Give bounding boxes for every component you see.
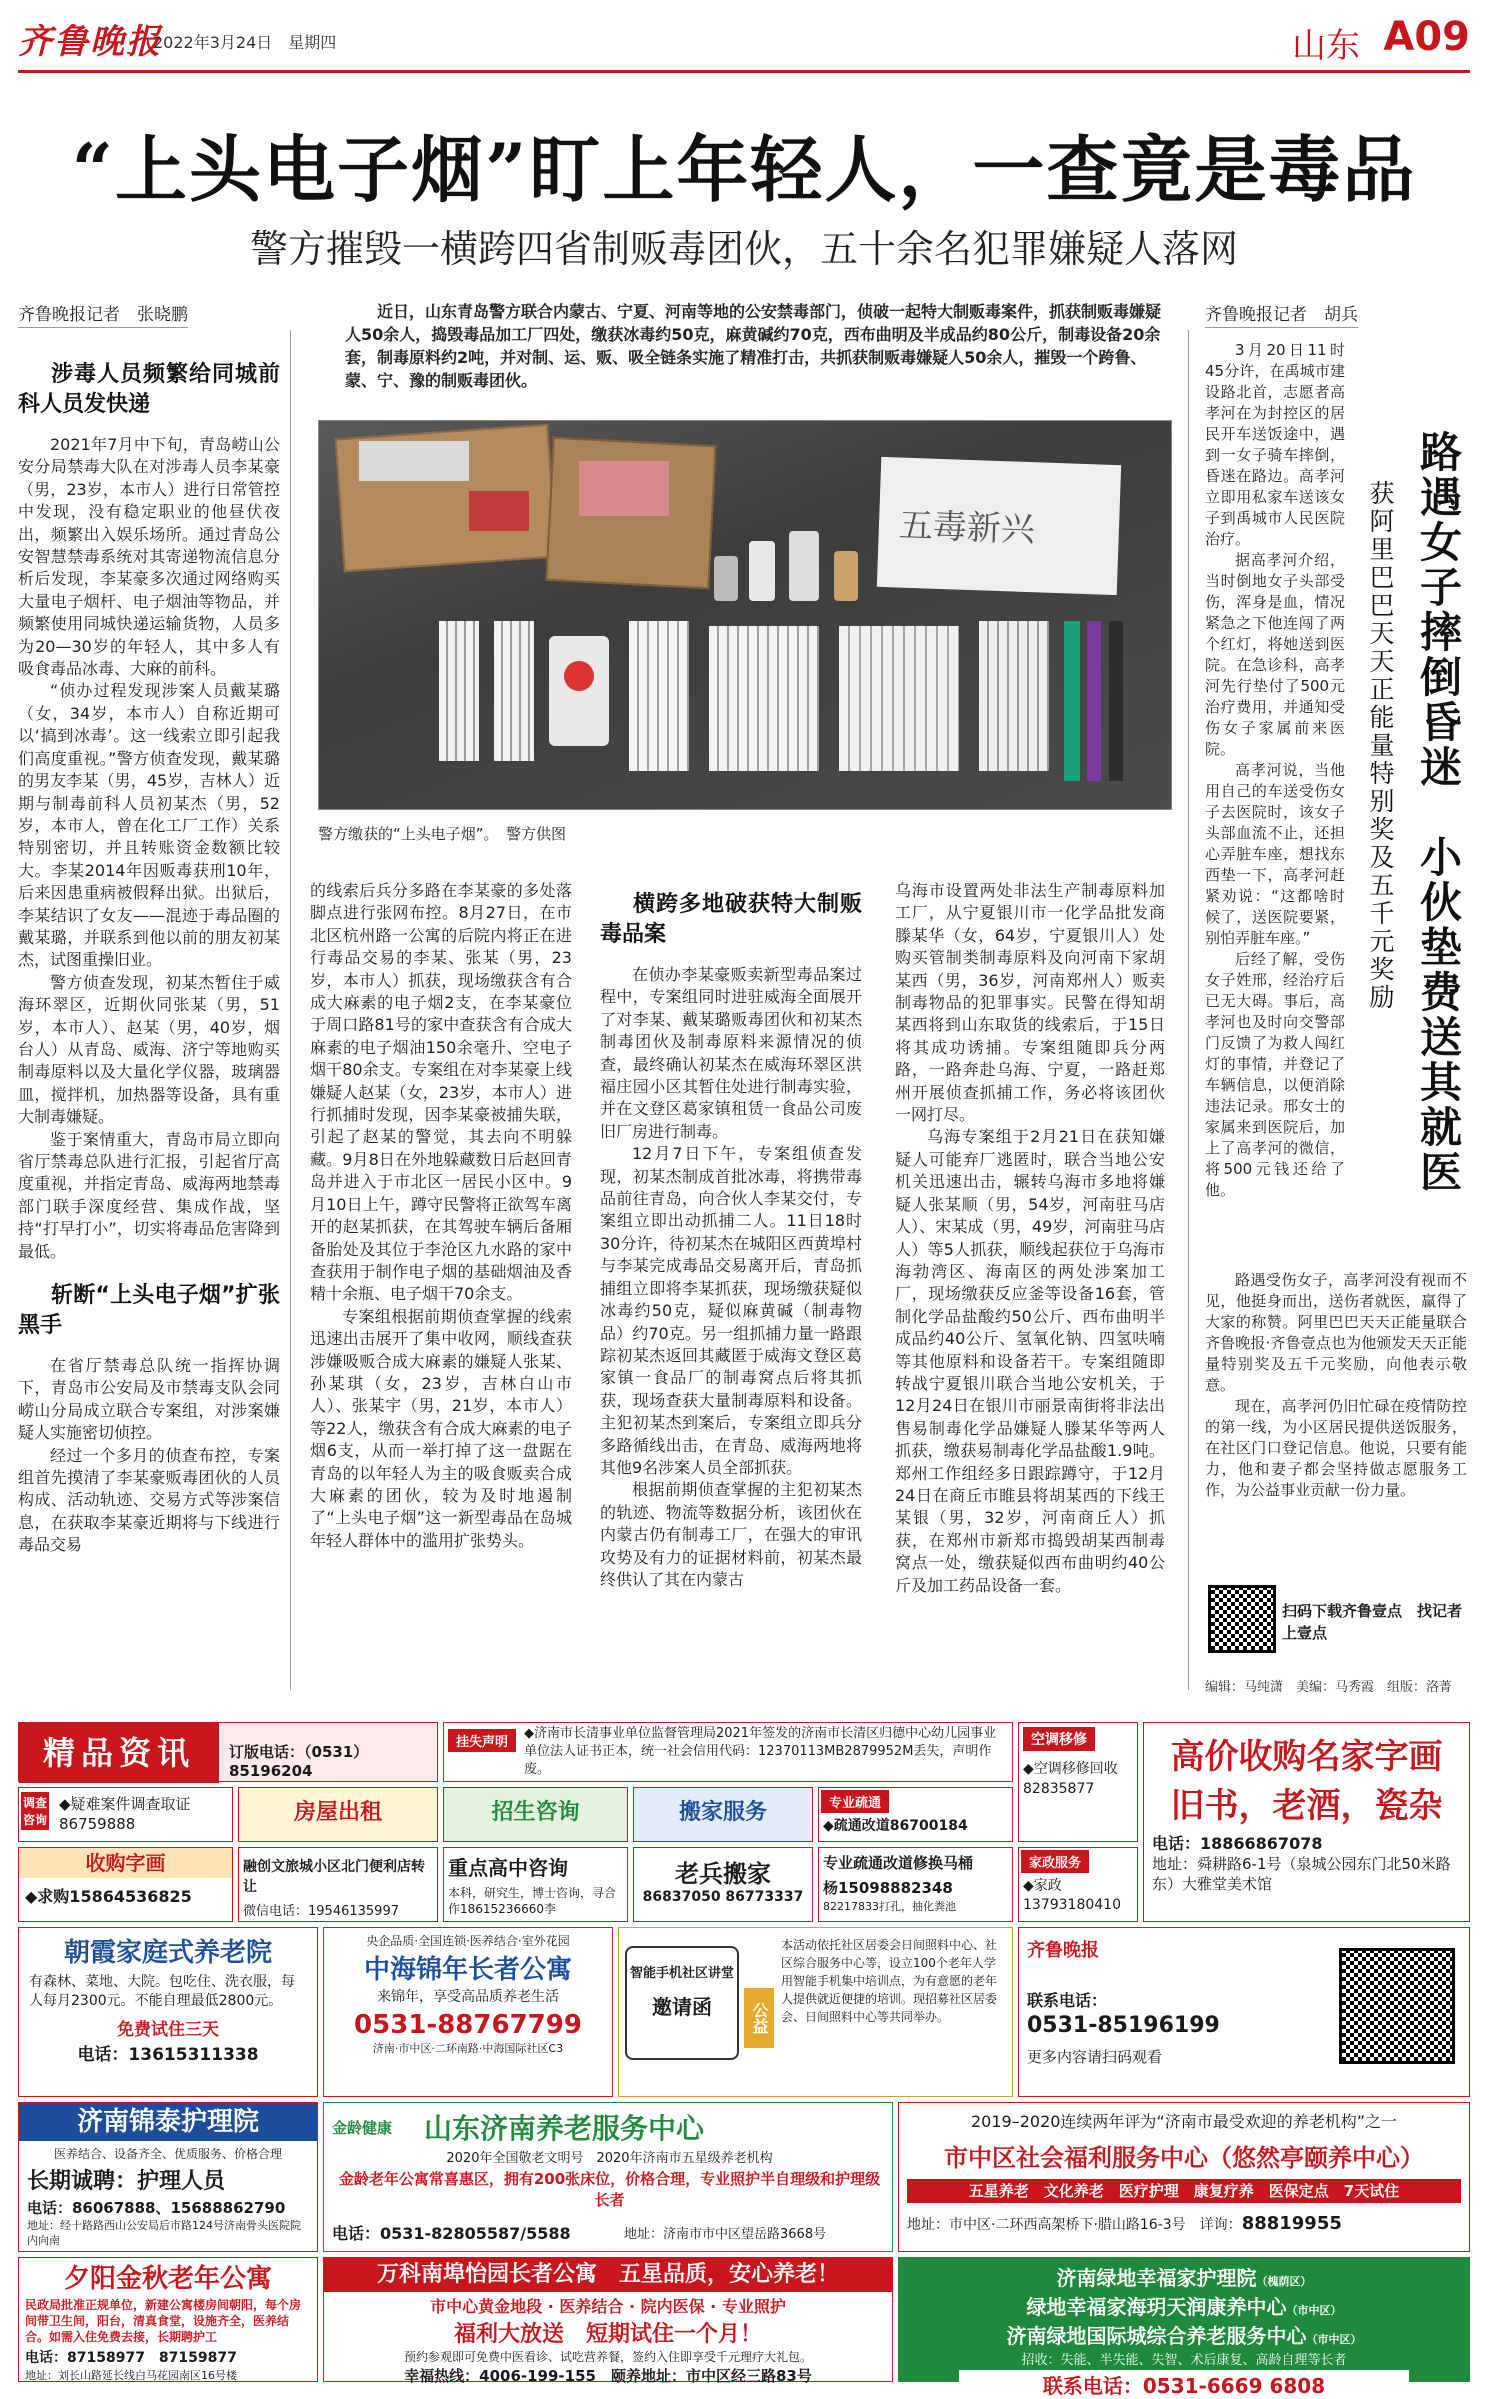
ad-fuli-top: 2019–2020连续两年评为“济南市最受欢迎的养老机构”之一: [970, 2112, 1398, 2131]
ad-lvdi-1-name: 济南绿地幸福家护理院: [1056, 2266, 1257, 2290]
box-label: [579, 461, 669, 516]
ad-fuli-address-text: 地址：市中区·二环西高架桥下·腊山路16-3号 详询：: [907, 2217, 1242, 2233]
paper-note-text: 五毒新兴: [898, 505, 1036, 551]
ad-xiyang-address: 地址：刘长山路延长线白马花园南区16号楼: [25, 2369, 237, 2382]
ad-jinling-award: 2020年全国敬老文明号 2020年济南市五星级养老机构: [446, 2151, 773, 2166]
paragraph: 专案组根据前期侦查掌握的线索迅速出击展开了集中收网，顺线查获涉嫌吸贩合成大麻素的嫌疑人张某、孙某琪（女，23岁，吉林白山市人）、张某宇（男，21岁，本市人）等22人，缴获含有合成大麻素的电子烟6支，从而一举打掉了这一盘踞在青岛的以年轻人为主的吸食贩卖合成大麻素的团伙，较为及时地遏制了“上头电子烟”这一新型毒品在岛城年轻人群体中的滥用扩张势头。: [310, 1306, 572, 1550]
bottle: [789, 531, 819, 601]
ad-wanke-note: 预约参观即可免费中医看诊、试吃营养餐，签约入住即享受千元理疗大礼包。: [403, 2350, 812, 2364]
section-title-1: 涉毒人员频繁给同城前科人员发快递: [18, 362, 280, 417]
ad-jinling: [323, 2102, 893, 2252]
paragraph: 经过一个多月的侦查布控，专案组首先摸清了李某豪贩毒团伙的人员构成、活动轨迹、交易方式等涉案信息，在获取李某豪近期将与下线进行毒品交易: [18, 1445, 280, 1555]
red-box: [469, 491, 529, 531]
ad-shougou-subtitle: 旧书，老酒，瓷杂: [1170, 1786, 1443, 1826]
ad-jintai-title: 济南锦泰护理院: [19, 2103, 317, 2141]
ad-jintai-address: 地址：经十路路西山公安局后市路124号济南骨头医院院内向南: [27, 2219, 301, 2247]
ad-gaozhong-title: 重点高中咨询: [448, 1856, 568, 1880]
ad-qilu-tel-label: 联系电话：: [1027, 1991, 1108, 2010]
ad-lvdi-recruit: 招收：失能、半失能、失智、术后康复、高龄自理等长者: [1021, 2353, 1347, 2368]
ad-lvdi-1-tag: （槐荫区）: [1256, 2275, 1312, 2288]
ad-notice: [443, 1722, 1013, 1782]
ad-lvdi: [898, 2257, 1470, 2398]
column-rule: [290, 330, 291, 1690]
ad-jintai-sub: 医养结合、设备齐全、优质服务、价格合理: [53, 2147, 282, 2161]
ad-rongchuang-tel: 微信电话：19546135997: [243, 1904, 399, 1919]
side-story-subtitle: 获阿里巴巴天天正能量特别奖及五千元奖励: [1366, 480, 1395, 1012]
ad-diaocha-tag: 调查咨询: [21, 1792, 49, 1830]
red-cap: [564, 661, 594, 691]
section-name: 山东: [1292, 26, 1360, 66]
ad-zhineng-invite: 邀请函: [652, 1995, 712, 2019]
ad-fuli-address: [899, 2209, 1469, 2238]
ad-qilu-more: 更多内容请扫码观看: [1027, 2048, 1163, 2066]
ad-zhonghai: [323, 1927, 613, 2097]
ad-zhineng-title: 智能手机社区讲堂: [629, 1966, 734, 1981]
ad-lvdi-3-tag: （市中区）: [1306, 2333, 1362, 2346]
ad-gaozhong: [443, 1847, 628, 1922]
ad-wanke-tel: 幸福热线：4006-199-155 颐养地址：市中区经三路83号: [404, 2367, 812, 2385]
ad-diaocha-text: ◆疑难案件调查取证86759888: [59, 1795, 191, 1833]
ad-shutong2-tel: 杨15098882348: [823, 1879, 953, 1897]
paragraph: 后经了解，受伤女子姓邢，经治疗后已无大碍。事后，高孝河也及时向交警部门反馈了为救人闯红灯的事情，并登记了车辆信息，以便消除违法记录。邢女士的家属来到医院后，加上了高孝河的微信，将500元钱还给了他。: [1205, 950, 1345, 1199]
ad-jiazheng-text: ◆家政 13793180410: [1023, 1878, 1121, 1913]
ad-zhaosheng: [443, 1787, 628, 1842]
ad-shougou-address: 地址：舜耕路6-1号（泉城公园东门北50米路东）大雅堂美术馆: [1152, 1855, 1451, 1893]
ad-fangwu-title: 房屋出租: [293, 1800, 382, 1825]
paragraph: 高孝河说，当他用自己的车送受伤女子去医院时，该女子头部血流不止，还担心弄脏车座，想找东西垫一下，高孝河赶紧劝说：“这都啥时候了，送医院要紧，别怕弄脏车座。”: [1205, 761, 1345, 947]
ad-fangwu: [238, 1787, 438, 1842]
ad-zhuanye: [818, 1787, 1013, 1842]
ad-zhuanye-tag: 专业疏通: [821, 1790, 889, 1813]
ad-jintai-hire: 长期诚聘：护理人员: [27, 2169, 226, 2194]
ad-laobing: [633, 1847, 813, 1922]
ad-fuli: [898, 2102, 1470, 2252]
ad-jingpin-header: [18, 1722, 438, 1782]
ad-zhineng-text: 本活动依托社区居委会日间照料中心、社区综合服务中心等，设立100个老年人学用智能手机集中培训点，为有意愿的老年人提供就近便捷的培训。现招募社区居委会、日间照料中心等共同举办。: [781, 1938, 998, 2024]
paragraph: 2021年7月中下旬，青岛崂山公安分局禁毒大队在对涉毒人员李某豪（男，23岁，本市人）进行日常管控中发现，没有稳定职业的他昼伏夜出，频繁出入娱乐场所。通过青岛公安智慧禁毒系统对其寄递物流信息分析后发现，李某豪多次通过网络购买大量电子烟杆、电子烟油等物品，并频繁使用同城快递运输货物，人员多为20—30岁的年轻人，其中多人有吸食毒品冰毒、大麻的前科。: [18, 435, 280, 679]
ad-banjia: [633, 1787, 813, 1842]
ad-chaoxia-tel: 电话：13615311338: [77, 2045, 259, 2065]
ad-xiyang-title: 夕阳金秋老年公寓: [63, 2264, 272, 2294]
ad-zhineng-poster: [625, 1946, 739, 2060]
paragraph: 乌海市设置两处非法生产制毒原料加工厂，从宁夏银川市一化学品批发商滕某华（女，64岁，宁夏银川人）处购买管制类制毒原料及向河南下家胡某西（男，36岁，河南郑州人）贩卖制毒物品的犯罪事实。民警在得知胡某西将到山东取货的线索后，于15日将其成功诱捕。专案组随即兵分两路，一路奔赴乌海、宁夏，一路赶郑州开展侦查抓捕工作，务必将该团伙一网打尽。: [895, 881, 1165, 1125]
vape-case: [549, 636, 609, 746]
paragraph: 警方侦查发现，初某杰暂住于威海环翠区，近期伙同张某（男，51岁，本市人）、赵某（男，40岁，烟台人）从青岛、威海、济宁等地购买制毒原料以及大量化学仪器，玻璃器皿，搅拌机，加热器等设备，具有重大制毒嫌疑。: [18, 972, 280, 1127]
ad-zhonghai-title: 中海锦年长者公寓: [363, 1955, 572, 1985]
lead-paragraph: 近日，山东青岛警方联合内蒙古、宁夏、河南等地的公安禁毒部门，侦破一起特大制贩毒案件，抓获制贩毒嫌疑人50余人，捣毁毒品加工厂四处，缴获冰毒约50克，麻黄碱约70克，西布曲明及半成品约80公斤，制毒设备20余套，制毒原料约2吨，并对制、运、贩、吸全链条实施了精准打击，共抓获制贩毒嫌疑人50余人，摧毁一个跨鲁、蒙、宁、豫的制贩毒团伙。: [345, 302, 1162, 390]
ad-shouhua-title: 收购字画: [19, 1848, 232, 1878]
ad-jinling-brand: 金龄健康: [332, 2119, 393, 2137]
masthead: [18, 8, 1470, 73]
ad-shougou-title: 高价收购名家字画: [1170, 1737, 1443, 1777]
bottle: [714, 556, 738, 601]
ad-chaoxia-title: 朝霞家庭式养老院: [63, 1938, 272, 1968]
bottle: [749, 541, 775, 601]
ad-wanke: [323, 2257, 893, 2385]
ad-lvdi-3: [899, 2320, 1469, 2349]
ad-zhineng: [618, 1927, 1013, 2097]
ad-kongtiao: [1018, 1722, 1138, 1842]
photo-caption: 警方缴获的“上头电子烟”。 警方供图: [318, 825, 567, 843]
ad-shutong2-title: 专业疏通改道修换马桶: [823, 1854, 974, 1872]
ad-wanke-sub: 市中心黄金地段 · 医养结合 · 院内医保 · 专业照护: [430, 2297, 786, 2316]
ad-fuli-tags: 五星养老 文化养老 医疗护理 康复疗养 医保定点 7天试住: [907, 2179, 1461, 2203]
paragraph: 在省厅禁毒总队统一指挥协调下，青岛市公安局及市禁毒支队会同崂山分局成立联合专案组，对涉案嫌疑人实施密切侦控。: [18, 1356, 280, 1443]
classified-ads: [18, 1722, 1470, 2398]
ad-zhonghai-top: 央企品质·全国连锁·医养结合·室外花园: [366, 1934, 570, 1948]
ad-jiazheng-tag: 家政服务: [1021, 1850, 1089, 1873]
ad-wanke-promo: 福利大放送 短期试住一个月！: [453, 2322, 762, 2347]
paragraph: 据高孝河介绍，当时倒地女子头部受伤，浑身是血，情况紧急之下他连闯了两个红灯，将她送到医院。在急诊科，高孝河先行垫付了500元治疗费用，并通知受伤女子家属前来医院。: [1205, 551, 1345, 758]
section-title-3: 横跨多地破获特大制贩毒品案: [600, 892, 862, 947]
column-rule: [1188, 330, 1189, 1690]
ad-xiyang-text: 民政局批准正规单位，新建公寓楼房间朝阳，每个房间带卫生间，阳台，清真食堂，设施齐全，医养结合。如需入住免费去接，长期聘护工: [25, 2298, 302, 2344]
side-story-top: [1205, 340, 1345, 1201]
ad-fuli-tel: 88819955: [1241, 2213, 1342, 2234]
paragraph: 乌海专案组于2月21日在获知嫌疑人可能弃厂逃匿时，联合当地公安机关迅速出击，辗转乌海市多地将嫌疑人张某顺（男，54岁，河南驻马店人）、宋某成（男，49岁，河南驻马店人）等5人抓获，顺线起获位于乌海市海勃湾区、海南区的两处涉案加工厂，现场缴获反应釜等设备16套，管制化学品盐酸约50公斤、西布曲明半成品约40公斤、氢氧化钠、四氢呋喃等其他原料和设备若干。专案组随即转战宁夏银川联合当地公安机关，于12月24日在银川市丽景南街将非法出售易制毒化学品嫌疑人滕某华等两人抓获，缴获易制毒化学品盐酸1.9吨。郑州工作组经多日跟踪蹲守，于12月24日在商丘市睢县将胡某西的下线王某银（男，32岁，河南商丘人）抓获，在郑州市新郑市捣毁胡某西制毒窝点一处，缴获疑似西布曲明约40公斤及加工药品设备一套。: [895, 1127, 1165, 1595]
evidence-photo: [318, 420, 1172, 810]
ad-jintai: [18, 2102, 318, 2252]
paragraph: 在侦办李某豪贩卖新型毒品案过程中，专案组同时进驻威海全面展开了对李某、戴某璐贩毒团伙和初某杰制毒团伙及制毒原料来源情况的侦查，最终确认初某杰在威海环翠区洪福庄园小区其暂住处进行制毒实验，并在文登区葛家镇租赁一食品公司废旧厂房进行制毒。: [600, 965, 862, 1141]
purple-vape: [1087, 621, 1101, 781]
side-story-bottom: [1205, 1270, 1467, 1501]
ad-laobing-title: 老兵搬家: [675, 1860, 771, 1888]
ad-gaozhong-text: 本科，研究生，博士咨询，寻合作18615236660李: [448, 1886, 617, 1916]
qr-code[interactable]: [1208, 1585, 1276, 1653]
ad-qilu: [1018, 1927, 1470, 2097]
ad-chaoxia: [18, 1927, 318, 2097]
article-column-1: [18, 360, 280, 1557]
ad-shougou-phone: 电话：18866867078: [1152, 1834, 1323, 1853]
box-label: [359, 441, 469, 481]
ad-lvdi-2: [899, 2291, 1469, 2320]
ad-fuli-title: 市中区社会福利服务中心（悠然亭颐养中心）: [944, 2144, 1424, 2172]
ad-xiyang: [18, 2257, 318, 2382]
paragraph: 根据前期侦查掌握的主犯初某杰的轨迹、物流等数据分析，该团伙在内蒙古仍有制毒工厂，在强大的审讯攻势及有力的证据材料前，初某杰最终供认了其在内蒙古: [600, 1480, 862, 1589]
ad-xiyang-tel: 电话：87158977 87159877: [25, 2350, 237, 2366]
page-number: A09: [1383, 14, 1470, 60]
ad-jinling-slogan: 金龄老年公寓常喜惠区，拥有200张床位，价格合理，专业照护半自理级和护理级长者: [338, 2170, 881, 2209]
ad-shutong2: [818, 1847, 1013, 1922]
bottle: [834, 551, 858, 601]
ad-jinling-tel: 电话：0531-82805587/5588: [332, 2224, 571, 2243]
ad-laobing-tel: 86837050 86773337: [642, 1889, 804, 1905]
ad-zhonghai-tel: 0531-88767799: [354, 2010, 582, 2040]
vape-pack: [979, 621, 1049, 771]
ad-chaoxia-text: 有森林、菜地、大院。包吃住、洗衣服，每人每月2300元。不能自理最低2800元。: [29, 1974, 295, 2009]
ad-gongyi-tag: 公益: [744, 1988, 774, 2048]
ad-jintai-tel: 电话：86067888、15688862790: [27, 2199, 286, 2217]
ad-shougou: [1143, 1722, 1470, 1922]
paragraph: 路遇受伤女子，高孝河没有视而不见，他挺身而出，送伤者就医，赢得了大家的称赞。阿里巴巴天天正能量联合齐鲁晚报·齐鲁壹点也为他颁发天天正能量特别奖及五千元奖励，向他表示敬意。: [1205, 1271, 1467, 1394]
article-column-2: [310, 880, 572, 1552]
paragraph: “侦办过程发现涉案人员戴某璐（女，34岁，本市人）自称近期可以‘搞到冰毒’。这一线索立即引起我们高度重视。”警方侦查发现，戴某璐的男友李某（男，45岁，吉林人）近期与制毒前科人员初某杰（男，52岁，本市人，曾在化工厂工作）关系特别密切，并且转账资金数额比较大。李某2014年因贩毒获刑10年，后来因患重病被假释出狱。出狱后，李某结识了女友——混迹于毒品圈的戴某璐，并联系到他以前的朋友初某杰，试图重操旧业。: [18, 681, 280, 970]
ad-zhonghai-address: 济南·市中区·二环南路·中海国际社区C3: [372, 2042, 564, 2055]
ad-zhaosheng-title: 招生咨询: [491, 1800, 580, 1825]
byline-left: 齐鲁晚报记者 张晓鹏: [18, 300, 188, 328]
vape-pack: [709, 626, 819, 771]
qr-code[interactable]: [1339, 1948, 1455, 2064]
article-column-4: [895, 880, 1165, 1597]
ad-lvdi-1: [899, 2258, 1469, 2291]
qr-caption: 扫码下载齐鲁壹点 找记者 上壹点: [1282, 1602, 1478, 1642]
paragraph: 的线索后兵分多路在李某豪的多处落脚点进行张网布控。8月27日，在市北区杭州路一公寓的后院内将正在进行毒品交易的李某、张某（男，23岁，本市人）抓获，现场缴获含有合成大麻素的电子烟2支，在李某豪位于周口路81号的家中查获含有合成大麻素的电子烟油150余毫升、空电子烟干80余支。专案组在对李某豪上线嫌疑人赵某（女，23岁，本市人）进行抓捕时发现，因李某豪被捕失联，引起了赵某的警觉，其去向不明躲藏。9月8日在外地躲藏数日后赵回青岛并进入于市北区一居民小区中。9月10日上午，蹲守民警将正欲驾车离开的赵某抓获，在其驾驶车辆后备厢备胎处及其位于李沧区九水路的家中查获用于制作电子烟的基础烟油及香精十余瓶、电子烟干70余支。: [310, 881, 572, 1304]
ad-shutong2-tel2: 82217833打孔，抽化粪池: [823, 1900, 956, 1913]
ad-shutong-text: ◆疏通改道86700184: [823, 1818, 968, 1834]
green-vape: [1064, 621, 1080, 781]
ad-lvdi-3-name: 济南绿地国际城综合养老服务中心: [1006, 2324, 1307, 2348]
paragraph: 3月20日11时45分许，在禹城市建设路北首，志愿者高孝河在为封控区的居民开车送饭途中，遇到一女子骑车摔倒，昏迷在路边。高孝河立即用私家车送该女子到禹城市人民医院治疗。: [1205, 341, 1345, 548]
article-column-3: [600, 890, 862, 1591]
ad-lvdi-tel: 联系电话：0531-6669 6808: [959, 2370, 1409, 2399]
ad-qilu-brand: 齐鲁晚报: [1027, 1940, 1099, 1961]
vape-pack: [494, 621, 534, 761]
ad-kongtiao-tag: 空调移修: [1023, 1727, 1095, 1751]
paragraph: 鉴于案情重大，青岛市局立即向省厅禁毒总队进行汇报，引起省厅高度重视，并指定青岛、威海两地禁毒部门联手深度经营、集成作战，坚持“打早打小”，切实将毒品危害降到最低。: [18, 1129, 280, 1261]
ad-shouhua-text: ◆求购15864536825: [25, 1887, 192, 1906]
ad-banjia-title: 搬家服务: [678, 1800, 767, 1825]
byline-right: 齐鲁晚报记者 胡兵: [1205, 300, 1358, 328]
editor-credits: 编辑：马纯潇 美编：马秀霞 组版：洛菁: [1205, 1680, 1453, 1695]
ad-jingpin-title: 精品资讯: [19, 1723, 219, 1783]
headline: “上头电子烟”盯上年轻人，一查竟是毒品: [71, 127, 1417, 212]
issue-date: 2022年3月24日 星期四: [153, 33, 337, 52]
paper-note: [877, 457, 1121, 595]
ad-rongchuang-title: 融创文旅城小区北门便利店转让: [243, 1859, 425, 1895]
ad-jingpin-phone: 订版电话：（0531）85196204: [229, 1743, 369, 1780]
ad-qilu-tel: 0531-85196199: [1027, 2013, 1220, 2038]
black-vape: [1109, 621, 1123, 781]
ad-wanke-title: 万科南埠怡园长者公寓 五星品质，安心养老！: [324, 2258, 892, 2292]
ad-jinling-address: 地址：济南市市中区望岳路3668号: [624, 2227, 827, 2242]
vape-pack: [629, 621, 689, 771]
ad-jinling-title: 山东济南养老服务中心: [424, 2112, 705, 2145]
subheadline: 警方摧毁一横跨四省制贩毒团伙，五十余名犯罪嫌疑人落网: [249, 227, 1238, 271]
ad-notice-text: ◆济南市长清事业单位监督管理局2021年签发的济南市长清区归德中心幼儿园事业单位法人证书正本，统一社会信用代码：12370113MB2879952M丢失，声明作废。: [524, 1726, 997, 1777]
side-story-title: 路遇女子摔倒昏迷 小伙垫费送其就医: [1414, 430, 1463, 1195]
paragraph: 现在，高孝河仍旧忙碌在疫情防控的第一线，为小区居民提供送饭服务，在社区门口登记信息。他说，只要有能力，他和妻子都会坚持做志愿服务工作，为公益事业贡献一份力量。: [1205, 1397, 1467, 1499]
vape-pack: [839, 626, 959, 771]
ad-kongtiao-text: ◆空调移修回收 82835877: [1023, 1761, 1118, 1797]
vape-pack: [439, 621, 479, 761]
ad-jiazheng: [1018, 1847, 1138, 1922]
ad-lvdi-2-name: 绿地幸福家海玥天润康养中心: [1026, 2295, 1287, 2319]
ad-lvdi-2-tag: （市中区）: [1286, 2304, 1342, 2317]
paragraph: 12月7日下午，专案组侦查发现，初某杰制成首批冰毒，将携带毒品前往青岛，向合伙人李某交付，专案组立即出动抓捕二人。11日18时30分许，待初某杰在城阳区西黄埠村与李某完成毒品交易离开后，青岛抓捕组立即将李某抓获，现场缴获疑似冰毒约50克，疑似麻黄碱（制毒物品）约70克。另一组抓捕力量一路跟踪初某杰返回其藏匿于威海文登区葛家镇一食品厂的制毒窝点后将其抓获，现场查获大量制毒原料和设备。主犯初某杰到案后，专案组立即兵分多路循线出击，在青岛、威海两地将其他9名涉案人员全部抓获。: [600, 1144, 862, 1477]
ad-rongchuang: [238, 1847, 438, 1922]
ad-chaoxia-try: 免费试住三天: [117, 2020, 219, 2040]
ad-diaocha: [18, 1787, 233, 1842]
ad-notice-tag: 挂失声明: [448, 1729, 516, 1752]
ad-shouhua: [18, 1847, 233, 1922]
section-title-2: 斩断“上头电子烟”扩张黑手: [18, 1283, 280, 1339]
ad-zhonghai-slogan: 来锦年，享受高品质养老生活: [377, 1989, 559, 2005]
newspaper-logo: 齐鲁晚报: [18, 22, 162, 62]
